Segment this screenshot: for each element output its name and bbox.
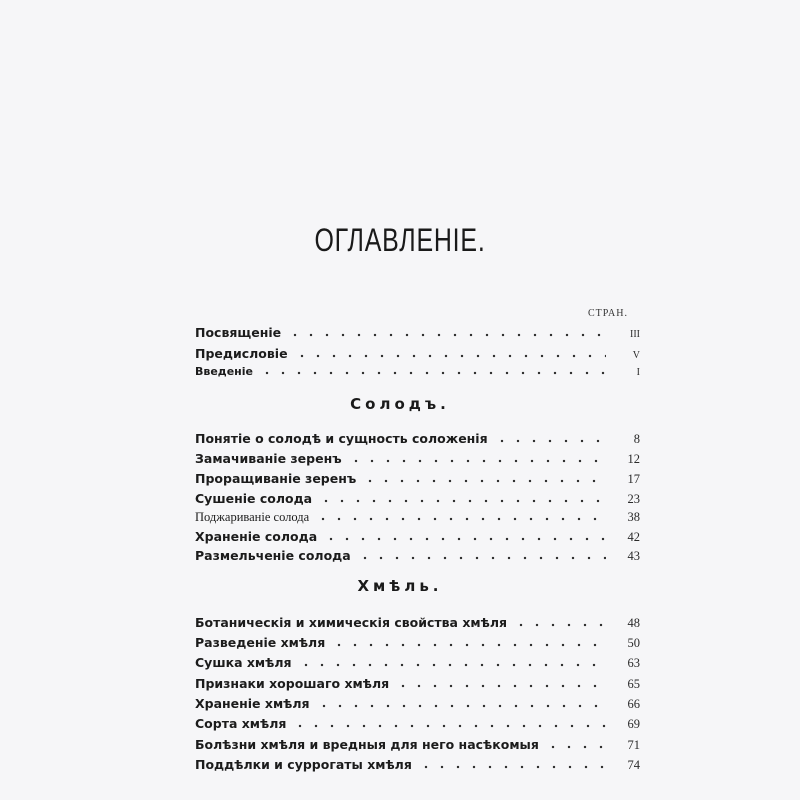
toc-entry-page: I — [636, 367, 640, 378]
toc-entry[interactable] — [195, 471, 640, 489]
dot-leader — [287, 327, 606, 337]
dot-leader — [395, 678, 606, 688]
toc-entry-label: Поддѣлки и суррогаты хмѣля — [195, 757, 412, 772]
toc-entry-label: Сушеніе солода — [195, 491, 313, 506]
section-heading: Солодъ. — [350, 395, 450, 413]
toc-entry-label: Поджариваніе солода — [195, 510, 310, 524]
toc-entry-label: Ботаническія и химическія свойства хмѣля — [195, 615, 508, 630]
toc-entry[interactable] — [195, 325, 640, 343]
toc-entry[interactable] — [195, 548, 640, 566]
toc-entry-label: Предисловіе — [195, 346, 288, 361]
toc-entry[interactable] — [195, 737, 640, 755]
toc-entry[interactable] — [195, 529, 640, 547]
toc-entry-page: 65 — [627, 677, 640, 691]
dot-leader — [294, 348, 606, 358]
toc-entry-page: 12 — [627, 452, 640, 466]
dot-leader — [315, 511, 606, 521]
section-heading: Хмѣль. — [357, 577, 443, 595]
toc-entry[interactable] — [195, 696, 640, 714]
toc-entry-page: V — [632, 350, 640, 361]
toc-entry[interactable] — [195, 716, 640, 734]
toc-entry-label: Сорта хмѣля — [195, 716, 287, 731]
toc-entry[interactable] — [195, 655, 640, 673]
dot-leader — [494, 433, 606, 443]
toc-entry-label: Храненіе солода — [195, 529, 318, 544]
toc-entry[interactable] — [195, 365, 640, 383]
dot-leader — [513, 617, 606, 627]
dot-leader — [316, 698, 606, 708]
toc-entry-page: 23 — [627, 492, 640, 506]
dot-leader — [348, 453, 606, 463]
toc-entry[interactable] — [195, 346, 640, 364]
dot-leader — [292, 718, 606, 728]
page-title: ОГЛАВЛЕНІЕ. — [314, 222, 486, 258]
toc-entry-label: Проращиваніе зеренъ — [195, 471, 357, 486]
toc-entry[interactable] — [195, 510, 640, 528]
toc-entry-page: 42 — [627, 530, 640, 544]
dot-leader — [362, 473, 606, 483]
toc-entry-page: 71 — [627, 738, 640, 752]
toc-entry-page: 8 — [633, 432, 640, 446]
dot-leader — [318, 493, 606, 503]
toc-entry-page: 66 — [627, 697, 640, 711]
toc-entry-label: Разведеніе хмѣля — [195, 635, 326, 650]
toc-entry-label: Болѣзни хмѣля и вредныя для него насѣкомыя — [195, 737, 539, 752]
toc-entry[interactable] — [195, 615, 640, 633]
toc-entry-label: Посвященіе — [195, 325, 282, 340]
toc-entry-page: 17 — [627, 472, 640, 486]
toc-entry-label: Признаки хорошаго хмѣля — [195, 676, 390, 691]
dot-leader — [545, 739, 606, 749]
toc-entry[interactable] — [195, 757, 640, 775]
toc-entry-label: Размельченіе солода — [195, 548, 351, 563]
toc-entry-page: 38 — [627, 510, 640, 524]
dot-leader — [331, 637, 606, 647]
dot-leader — [323, 531, 606, 541]
dot-leader — [259, 365, 606, 375]
toc-entry-page: 69 — [627, 717, 640, 731]
toc-entry[interactable] — [195, 635, 640, 653]
toc-entry-label: Замачиваніе зеренъ — [195, 451, 342, 466]
dot-leader — [418, 759, 606, 769]
toc-entry-label: Введеніе — [195, 365, 253, 378]
toc-entry-page: 50 — [627, 636, 640, 650]
toc-entry[interactable] — [195, 451, 640, 469]
toc-entry-label: Сушка хмѣля — [195, 655, 292, 670]
toc-entry-page: 48 — [627, 616, 640, 630]
toc-entry[interactable] — [195, 431, 640, 449]
dot-leader — [298, 657, 606, 667]
toc-entry-page: 74 — [627, 758, 640, 772]
toc-entry[interactable] — [195, 676, 640, 694]
toc-entry-page: III — [630, 329, 640, 340]
toc-entry-label: Понятіе о солодѣ и сущность соложенія — [195, 431, 488, 446]
toc-entry-label: Храненіе хмѣля — [195, 696, 310, 711]
pages-column-header: СТРАН. — [588, 308, 629, 319]
toc-entry-page: 43 — [627, 549, 640, 563]
toc-entry[interactable] — [195, 491, 640, 509]
toc-entry-page: 63 — [627, 656, 640, 670]
dot-leader — [357, 550, 606, 560]
